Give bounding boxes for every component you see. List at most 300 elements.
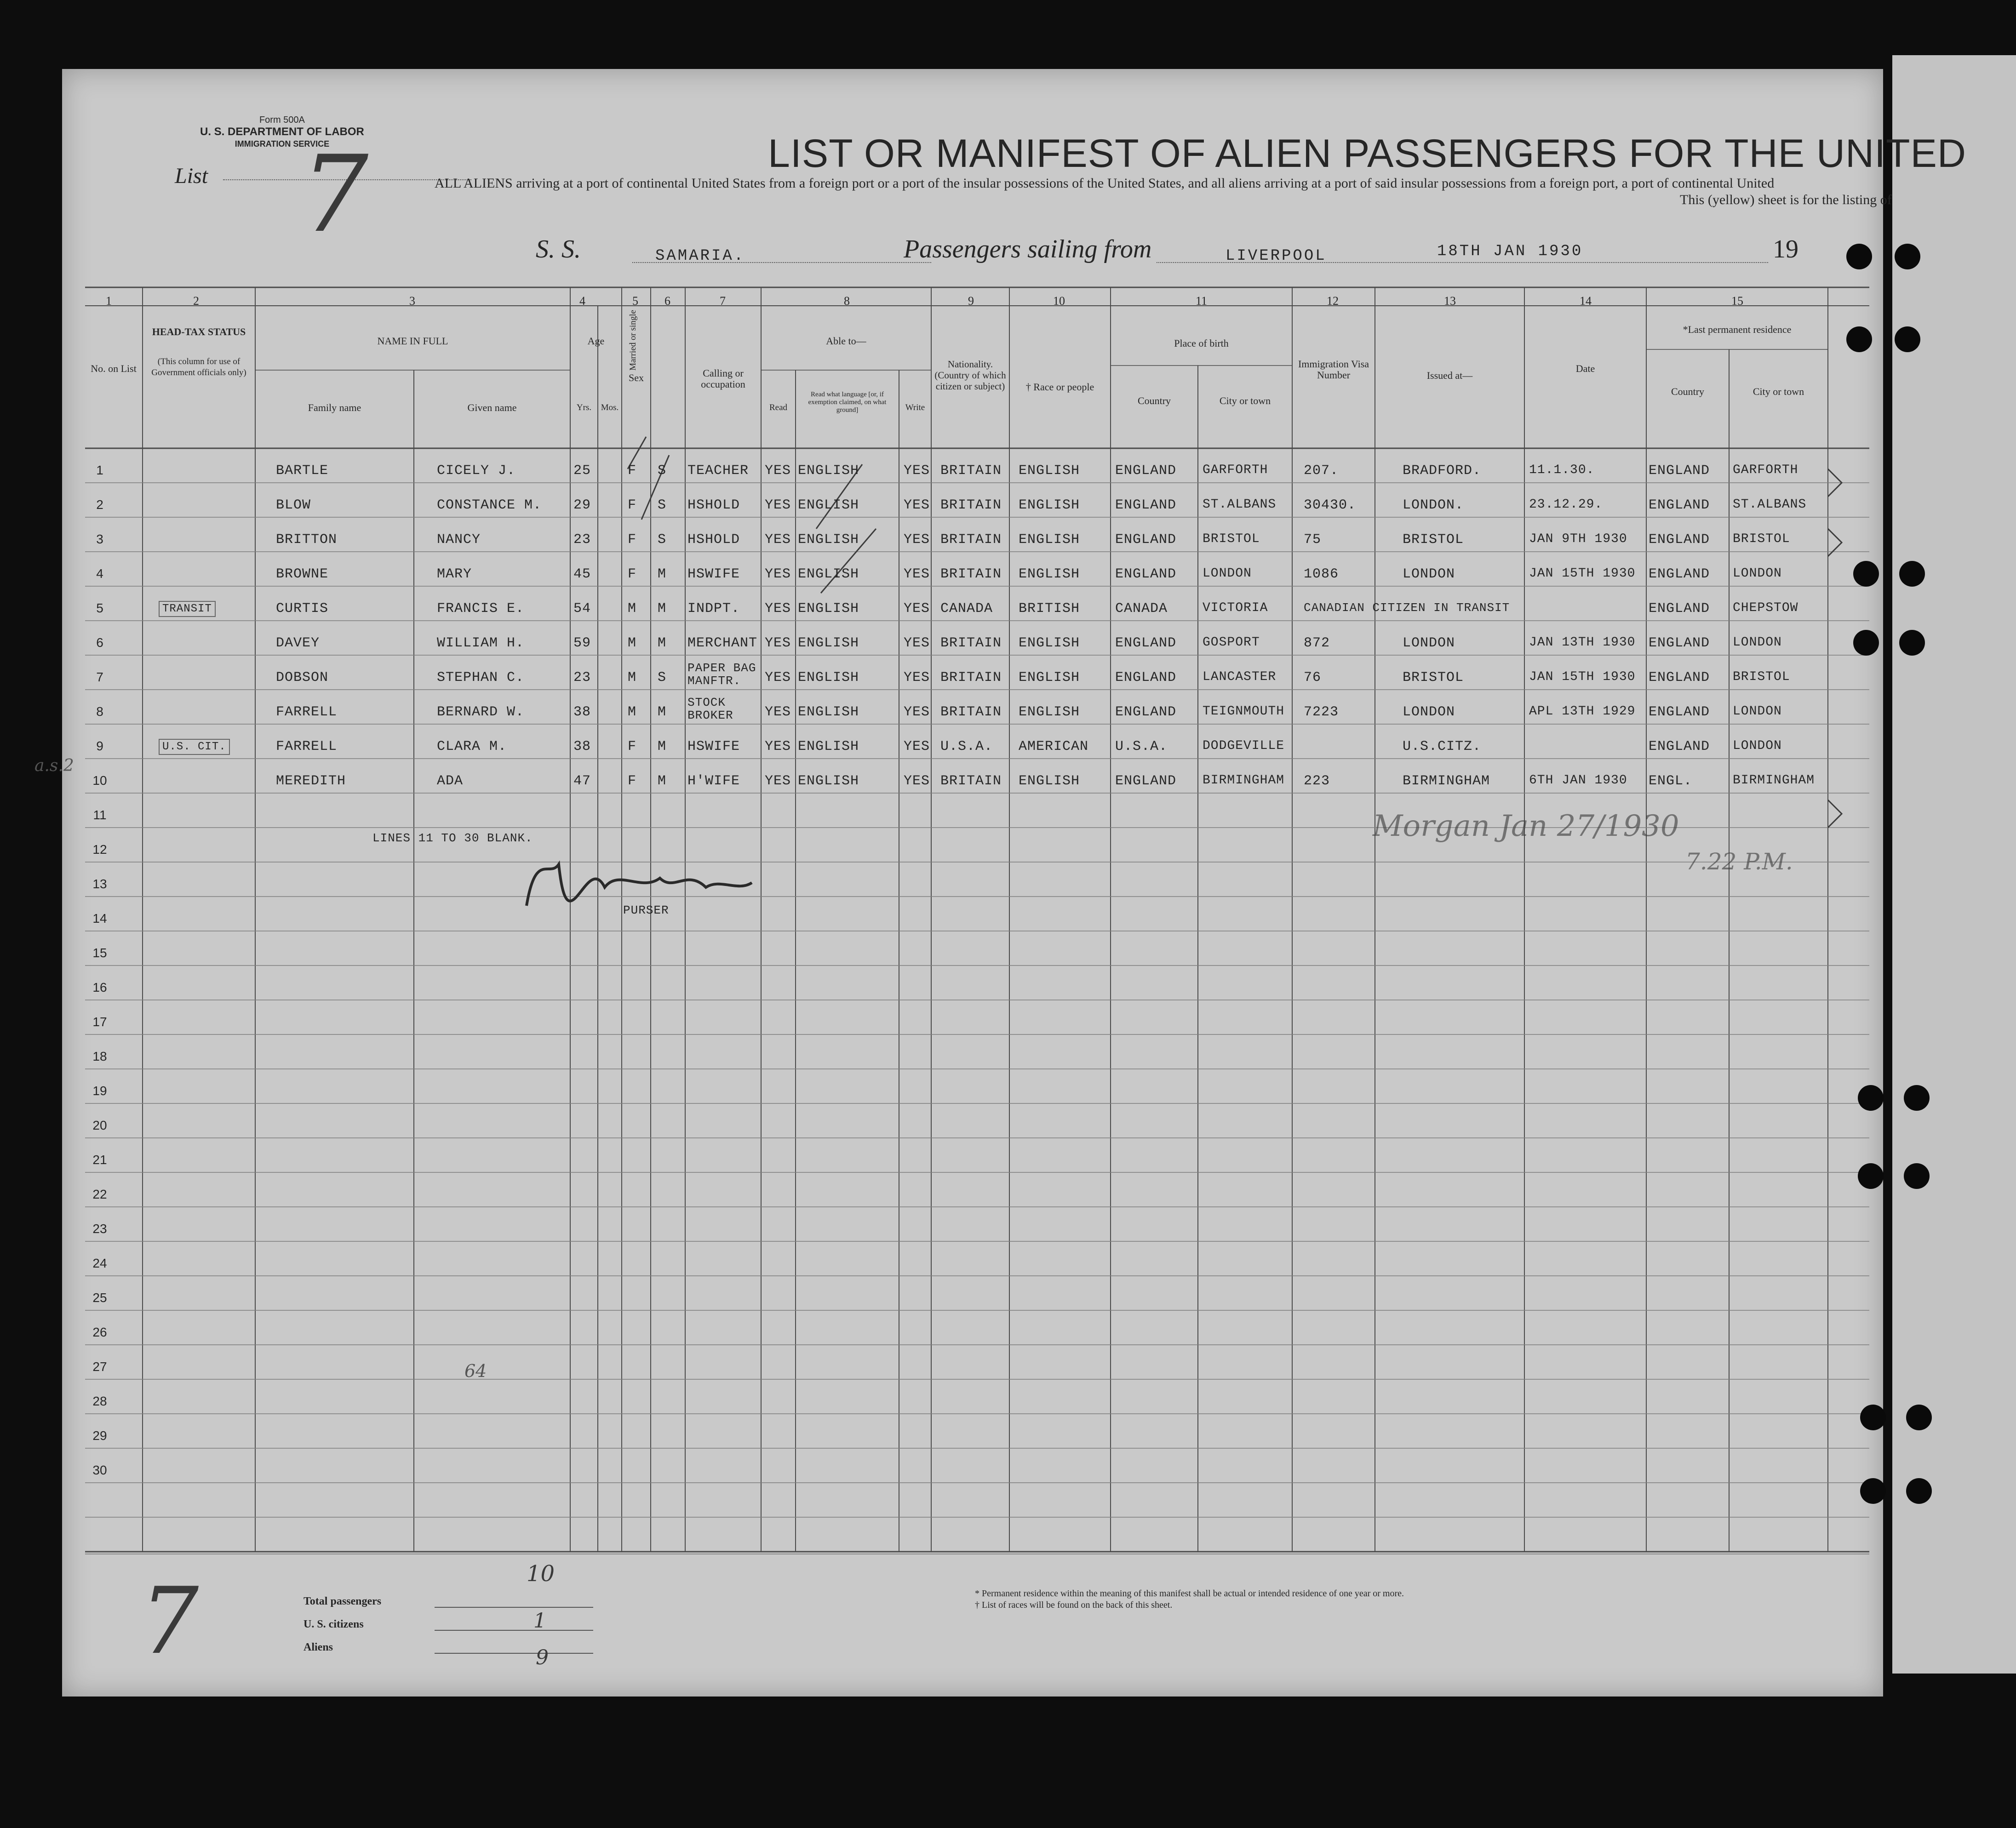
cell-given: NANCY bbox=[437, 532, 481, 548]
cell-age: 25 bbox=[573, 463, 591, 479]
cell-race: ENGLISH bbox=[1019, 773, 1080, 789]
header-age-mos: Mos. bbox=[601, 403, 619, 412]
cell-read: YES bbox=[765, 497, 791, 513]
punch-hole bbox=[1846, 244, 1872, 269]
footnote-residence: * Permanent residence within the meaning of this manifest shall be actual or intended residence of one year or more. bbox=[975, 1588, 1404, 1599]
cell-res-country: ENGLAND bbox=[1649, 739, 1710, 754]
header-read-language: Read what language [or, if exemption claimed, on what ground] bbox=[808, 391, 887, 414]
col-num-11: 11 bbox=[1196, 294, 1208, 308]
cell-nationality: BRITAIN bbox=[940, 704, 1002, 720]
row-number: 26 bbox=[92, 1325, 107, 1339]
cell-family: DAVEY bbox=[276, 635, 320, 651]
row-number: 17 bbox=[92, 1015, 107, 1029]
cell-family: BARTLE bbox=[276, 463, 329, 479]
cell-language: ENGLISH bbox=[798, 532, 859, 548]
cell-write: YES bbox=[904, 566, 930, 582]
cell-res-city: BRISTOL bbox=[1733, 532, 1790, 546]
cell-visa: 76 bbox=[1304, 670, 1322, 686]
sailing-label: Passengers sailing from bbox=[904, 235, 1152, 263]
cell-family: BRITTON bbox=[276, 532, 338, 548]
punch-hole bbox=[1895, 326, 1920, 352]
cell-write: YES bbox=[904, 670, 930, 686]
cell-visa-date: JAN 13TH 1930 bbox=[1529, 635, 1636, 650]
row-number: 25 bbox=[92, 1291, 107, 1305]
cell-read: YES bbox=[765, 635, 791, 651]
cell-res-city: GARFORTH bbox=[1733, 463, 1798, 477]
list-number: 7 bbox=[301, 133, 369, 256]
row-number: 30 bbox=[92, 1463, 107, 1477]
row-number: 21 bbox=[92, 1153, 107, 1167]
cell-given: STEPHAN C. bbox=[437, 670, 525, 686]
header-calling: Calling or occupation bbox=[701, 367, 745, 390]
cell-no: 2 bbox=[96, 497, 103, 512]
row-number: 23 bbox=[92, 1222, 107, 1236]
header-family-name: Family name bbox=[308, 402, 361, 413]
header-race: † Race or people bbox=[1025, 381, 1094, 393]
departure-date: 18TH JAN 1930 bbox=[1437, 243, 1583, 260]
row-number: 29 bbox=[92, 1428, 107, 1443]
punch-hole bbox=[1858, 1163, 1884, 1189]
cell-occupation: TEACHER bbox=[687, 463, 749, 479]
col-num-9: 9 bbox=[968, 294, 974, 308]
header-able-to: Able to— bbox=[826, 335, 866, 347]
cell-race: ENGLISH bbox=[1019, 670, 1080, 686]
cell-birth-country: ENGLAND bbox=[1115, 635, 1177, 651]
cell-visa: 75 bbox=[1304, 532, 1322, 548]
col-num-5: 5 bbox=[632, 294, 638, 308]
cell-age: 38 bbox=[573, 704, 591, 720]
cell-marital: M bbox=[658, 704, 667, 720]
cell-read: YES bbox=[765, 704, 791, 720]
col-num-13: 13 bbox=[1444, 294, 1456, 308]
punch-hole bbox=[1853, 561, 1879, 587]
cell-write: YES bbox=[904, 463, 930, 479]
punch-hole bbox=[1858, 1085, 1884, 1111]
cell-marital: M bbox=[658, 635, 667, 651]
header-sex: Sex bbox=[629, 372, 644, 383]
cell-res-city: LONDON bbox=[1733, 566, 1782, 581]
punch-hole bbox=[1860, 1478, 1886, 1504]
cell-family: BROWNE bbox=[276, 566, 329, 582]
header-age-yrs: Yrs. bbox=[576, 403, 592, 412]
header-birth-country: Country bbox=[1137, 395, 1171, 406]
cell-birth-country: ENGLAND bbox=[1115, 566, 1177, 582]
punch-hole bbox=[1904, 1085, 1930, 1111]
header-given-name: Given name bbox=[467, 402, 517, 413]
cell-marital: M bbox=[658, 601, 667, 617]
citizens-line bbox=[435, 1630, 593, 1631]
cell-occupation: HSWIFE bbox=[687, 566, 740, 582]
total-passengers-label: Total passengers bbox=[304, 1595, 382, 1607]
col-num-14: 14 bbox=[1580, 294, 1592, 308]
cell-age: 29 bbox=[573, 497, 591, 513]
cell-birth-city: ST.ALBANS bbox=[1203, 497, 1277, 512]
cell-birth-country: ENGLAND bbox=[1115, 463, 1177, 479]
header-place-of-birth: Place of birth bbox=[1174, 337, 1229, 349]
cell-birth-city: DODGEVILLE bbox=[1203, 739, 1285, 753]
cell-issued: U.S.CITZ. bbox=[1403, 739, 1482, 754]
department-name: U. S. DEPARTMENT OF LABOR bbox=[200, 126, 364, 138]
cell-language: ENGLISH bbox=[798, 566, 859, 582]
cell-no: 5 bbox=[96, 601, 103, 615]
header-visa-number: Immigration Visa Number bbox=[1298, 358, 1369, 381]
cell-issued: LONDON bbox=[1403, 635, 1455, 651]
cell-marital: S bbox=[658, 463, 667, 479]
cell-sex: M bbox=[628, 704, 637, 720]
cell-language: ENGLISH bbox=[798, 463, 859, 479]
cell-race: ENGLISH bbox=[1019, 704, 1080, 720]
cell-res-city: BRISTOL bbox=[1733, 670, 1790, 684]
header-res-city: City or town bbox=[1753, 386, 1804, 397]
page-title: LIST OR MANIFEST OF ALIEN PASSENGERS FOR THE UNITED bbox=[768, 131, 1967, 176]
header-read: Read bbox=[769, 403, 788, 412]
cell-read: YES bbox=[765, 463, 791, 479]
cell-sex: M bbox=[628, 670, 637, 686]
col-num-6: 6 bbox=[664, 294, 670, 308]
header-nationality: Nationality. (Country of which citizen or subject) bbox=[934, 359, 1006, 392]
col-num-7: 7 bbox=[720, 294, 726, 308]
cell-birth-country: ENGLAND bbox=[1115, 532, 1177, 548]
row-number: 16 bbox=[92, 980, 107, 994]
cell-language: ENGLISH bbox=[798, 704, 859, 720]
cell-res-country: ENGLAND bbox=[1649, 566, 1710, 582]
header-name-in-full: NAME IN FULL bbox=[377, 335, 448, 347]
cell-res-city: BIRMINGHAM bbox=[1733, 773, 1815, 788]
cell-race: ENGLISH bbox=[1019, 635, 1080, 651]
cell-nationality: BRITAIN bbox=[940, 566, 1002, 582]
cell-visa: 30430. bbox=[1304, 497, 1357, 513]
cell-given: CICELY J. bbox=[437, 463, 516, 479]
cell-visa-date: 6TH JAN 1930 bbox=[1529, 773, 1627, 788]
cell-issued: LONDON. bbox=[1403, 497, 1464, 513]
cell-visa: 1086 bbox=[1304, 566, 1339, 582]
cell-language: ENGLISH bbox=[798, 601, 859, 617]
cell-read: YES bbox=[765, 670, 791, 686]
cell-language: ENGLISH bbox=[798, 739, 859, 754]
cell-birth-city: BRISTOL bbox=[1203, 532, 1260, 546]
cell-res-country: ENGLAND bbox=[1649, 635, 1710, 651]
cell-occupation: HSHOLD bbox=[687, 497, 740, 513]
punch-hole bbox=[1904, 1163, 1930, 1189]
cell-res-city: ST.ALBANS bbox=[1733, 497, 1807, 512]
footnote-races: † List of races will be found on the back of this sheet. bbox=[975, 1600, 1173, 1610]
row-number: 20 bbox=[92, 1118, 107, 1132]
cell-no: 7 bbox=[96, 670, 103, 684]
header-visa-date: Date bbox=[1575, 363, 1595, 374]
cell-read: YES bbox=[765, 566, 791, 582]
row-number: 27 bbox=[92, 1360, 107, 1374]
cell-language: ENGLISH bbox=[798, 670, 859, 686]
punch-hole bbox=[1906, 1405, 1932, 1430]
cell-race: ENGLISH bbox=[1019, 497, 1080, 513]
cell-nationality: CANADA bbox=[940, 601, 993, 617]
cell-no: 6 bbox=[96, 635, 103, 650]
cell-birth-city: LONDON bbox=[1203, 566, 1252, 581]
cell-issued: LONDON bbox=[1403, 566, 1455, 582]
cell-family: MEREDITH bbox=[276, 773, 346, 789]
row-number: 22 bbox=[92, 1187, 107, 1201]
header-last-residence: *Last permanent residence bbox=[1683, 324, 1792, 335]
row-number: 18 bbox=[92, 1049, 107, 1063]
header-birth-city: City or town bbox=[1219, 395, 1271, 406]
cell-visa: 7223 bbox=[1304, 704, 1339, 720]
col-num-3: 3 bbox=[409, 294, 415, 308]
cell-visa-date: JAN 15TH 1930 bbox=[1529, 566, 1636, 581]
cell-marital: M bbox=[658, 566, 667, 582]
cell-visa-date: APL 13TH 1929 bbox=[1529, 704, 1636, 719]
cell-family: DOBSON bbox=[276, 670, 329, 686]
cell-given: WILLIAM H. bbox=[437, 635, 525, 651]
punch-hole bbox=[1860, 1405, 1886, 1430]
row-number: 19 bbox=[92, 1084, 107, 1098]
cell-occupation: MERCHANT bbox=[687, 635, 758, 651]
cell-marital: M bbox=[658, 773, 667, 789]
cell-no: 4 bbox=[96, 566, 103, 581]
cell-given: CLARA M. bbox=[437, 739, 507, 754]
punch-hole bbox=[1846, 326, 1872, 352]
cell-family: FARRELL bbox=[276, 739, 338, 754]
cell-res-country: ENGLAND bbox=[1649, 670, 1710, 686]
cell-language: ENGLISH bbox=[798, 497, 859, 513]
cell-issued: BRISTOL bbox=[1403, 532, 1464, 548]
cell-occupation: HSWIFE bbox=[687, 739, 740, 754]
cell-no: 8 bbox=[96, 704, 103, 719]
row-number: 28 bbox=[92, 1394, 107, 1408]
cell-visa: CANADIAN CITIZEN IN TRANSIT bbox=[1304, 601, 1510, 615]
lines-blank-note: LINES 11 TO 30 BLANK. bbox=[372, 831, 533, 845]
cell-marital: M bbox=[658, 739, 667, 754]
cell-marital: S bbox=[658, 497, 667, 513]
cell-race: AMERICAN bbox=[1019, 739, 1089, 754]
cell-res-country: ENGLAND bbox=[1649, 704, 1710, 720]
form-number: Form 500A bbox=[259, 115, 305, 125]
cell-res-country: ENGLAND bbox=[1649, 497, 1710, 513]
cell-given: FRANCIS E. bbox=[437, 601, 525, 617]
col-num-2: 2 bbox=[193, 294, 199, 308]
cell-no: 1 bbox=[96, 463, 103, 477]
cell-birth-country: U.S.A. bbox=[1115, 739, 1168, 754]
cell-sex: M bbox=[628, 601, 637, 617]
cell-sex: F bbox=[628, 773, 637, 789]
table-grid bbox=[62, 69, 1883, 1697]
cell-birth-country: ENGLAND bbox=[1115, 773, 1177, 789]
cell-nationality: BRITAIN bbox=[940, 773, 1002, 789]
aliens-line bbox=[435, 1653, 593, 1654]
cell-sex: F bbox=[628, 463, 637, 479]
aliens-label: Aliens bbox=[304, 1641, 333, 1653]
cell-issued: BIRMINGHAM bbox=[1403, 773, 1490, 789]
cell-visa: 223 bbox=[1304, 773, 1330, 789]
departure-port: LIVERPOOL bbox=[1226, 247, 1327, 265]
cell-family: CURTIS bbox=[276, 601, 329, 617]
row-number: 15 bbox=[92, 946, 107, 960]
cell-read: YES bbox=[765, 532, 791, 548]
us-citizens-label: U. S. citizens bbox=[304, 1618, 364, 1630]
cell-age: 47 bbox=[573, 773, 591, 789]
header-no-on-list: No. on List bbox=[91, 363, 137, 374]
cell-write: YES bbox=[904, 773, 930, 789]
cell-write: YES bbox=[904, 601, 930, 617]
cell-race: ENGLISH bbox=[1019, 463, 1080, 479]
ship-name: SAMARIA. bbox=[655, 247, 745, 265]
header-married: Married or single bbox=[628, 310, 638, 371]
punch-hole bbox=[1899, 561, 1925, 587]
cell-visa-date: 11.1.30. bbox=[1529, 463, 1595, 477]
cell-birth-city: GARFORTH bbox=[1203, 463, 1268, 477]
cell-nationality: U.S.A. bbox=[940, 739, 993, 754]
service-name: IMMIGRATION SERVICE bbox=[235, 139, 330, 149]
cell-age: 23 bbox=[573, 532, 591, 548]
cell-res-country: ENGLAND bbox=[1649, 532, 1710, 548]
cell-nationality: BRITAIN bbox=[940, 670, 1002, 686]
cell-age: 23 bbox=[573, 670, 591, 686]
cell-visa-date: 23.12.29. bbox=[1529, 497, 1603, 512]
adjacent-page bbox=[1892, 55, 2016, 1674]
cell-no: 3 bbox=[96, 532, 103, 546]
header-age: Age bbox=[587, 335, 605, 347]
us-citizens-count: 1 bbox=[533, 1609, 546, 1633]
cell-occupation: STOCK BROKER bbox=[687, 696, 733, 722]
list-label: List bbox=[175, 164, 208, 188]
cell-race: ENGLISH bbox=[1019, 566, 1080, 582]
cell-write: YES bbox=[904, 532, 930, 548]
cell-tax: TRANSIT bbox=[159, 601, 216, 617]
cell-no: 9 bbox=[96, 739, 103, 753]
cell-read: YES bbox=[765, 773, 791, 789]
cell-nationality: BRITAIN bbox=[940, 532, 1002, 548]
row-number: 13 bbox=[92, 877, 107, 891]
header-head-tax-note: (This column for use of Government officials only) bbox=[151, 357, 246, 377]
cell-given: MARY bbox=[437, 566, 472, 582]
subtitle-line-2: This (yellow) sheet is for the listing of bbox=[1680, 192, 1892, 207]
row-number: 14 bbox=[92, 911, 107, 925]
inspector-time: 7.22 P.M. bbox=[1685, 848, 1793, 875]
cell-age: 54 bbox=[573, 601, 591, 617]
cell-occupation: PAPER BAG MANFTR. bbox=[687, 661, 756, 688]
cell-visa-date: JAN 9TH 1930 bbox=[1529, 532, 1627, 546]
cell-birth-country: ENGLAND bbox=[1115, 704, 1177, 720]
row-number: 12 bbox=[92, 842, 107, 857]
cell-sex: F bbox=[628, 532, 637, 548]
cell-birth-city: VICTORIA bbox=[1203, 601, 1268, 615]
cell-res-country: ENGLAND bbox=[1649, 463, 1710, 479]
margin-code: a.s.2 bbox=[34, 756, 74, 775]
header-res-country: Country bbox=[1671, 386, 1705, 397]
col-num-4: 4 bbox=[579, 294, 585, 308]
cell-write: YES bbox=[904, 497, 930, 513]
footer-list-number: 7 bbox=[140, 1568, 199, 1675]
header-issued-at: Issued at— bbox=[1426, 370, 1473, 381]
cell-age: 59 bbox=[573, 635, 591, 651]
cell-sex: M bbox=[628, 635, 637, 651]
cell-nationality: BRITAIN bbox=[940, 635, 1002, 651]
cell-given: CONSTANCE M. bbox=[437, 497, 542, 513]
cell-birth-city: LANCASTER bbox=[1203, 670, 1277, 684]
cell-birth-city: BIRMINGHAM bbox=[1203, 773, 1285, 788]
cell-age: 45 bbox=[573, 566, 591, 582]
cell-occupation: INDPT. bbox=[687, 601, 740, 617]
cell-birth-city: TEIGNMOUTH bbox=[1203, 704, 1285, 719]
cell-read: YES bbox=[765, 739, 791, 754]
col-num-1: 1 bbox=[106, 294, 112, 308]
punch-hole bbox=[1899, 630, 1925, 656]
cell-issued: BRADFORD. bbox=[1403, 463, 1482, 479]
cell-occupation: HSHOLD bbox=[687, 532, 740, 548]
cell-visa: 207. bbox=[1304, 463, 1339, 479]
punch-hole bbox=[1906, 1478, 1932, 1504]
total-line bbox=[435, 1607, 593, 1608]
manifest-sheet bbox=[34, 69, 1967, 1697]
cell-res-country: ENGL. bbox=[1649, 773, 1693, 789]
cell-tax: U.S. CIT. bbox=[159, 739, 230, 755]
cell-issued: LONDON bbox=[1403, 704, 1455, 720]
cell-res-city: LONDON bbox=[1733, 635, 1782, 650]
cell-birth-country: ENGLAND bbox=[1115, 670, 1177, 686]
cell-given: ADA bbox=[437, 773, 464, 789]
cell-family: FARRELL bbox=[276, 704, 338, 720]
cell-nationality: BRITAIN bbox=[940, 497, 1002, 513]
cell-nationality: BRITAIN bbox=[940, 463, 1002, 479]
cell-res-city: LONDON bbox=[1733, 704, 1782, 719]
cell-age: 38 bbox=[573, 739, 591, 754]
ss-label: S. S. bbox=[536, 235, 581, 263]
cell-visa: 872 bbox=[1304, 635, 1330, 651]
cell-res-city: LONDON bbox=[1733, 739, 1782, 753]
col-num-12: 12 bbox=[1327, 294, 1339, 308]
cell-res-country: ENGLAND bbox=[1649, 601, 1710, 617]
cell-issued: BRISTOL bbox=[1403, 670, 1464, 686]
purser-label: PURSER bbox=[623, 903, 669, 917]
cell-write: YES bbox=[904, 635, 930, 651]
cell-race: ENGLISH bbox=[1019, 532, 1080, 548]
col-num-8: 8 bbox=[844, 294, 850, 308]
cell-res-city: CHEPSTOW bbox=[1733, 601, 1798, 615]
punch-hole bbox=[1895, 244, 1920, 269]
row-number: 11 bbox=[93, 808, 107, 822]
cell-birth-city: GOSPORT bbox=[1203, 635, 1260, 650]
cell-given: BERNARD W. bbox=[437, 704, 525, 720]
header-head-tax: HEAD-TAX STATUS bbox=[152, 326, 246, 337]
punch-hole bbox=[1853, 630, 1879, 656]
year-label: 19 bbox=[1773, 235, 1798, 263]
cell-marital: S bbox=[658, 670, 667, 686]
col-num-15: 15 bbox=[1731, 294, 1743, 308]
inspector-note: Morgan Jan 27/1930 bbox=[1373, 809, 1679, 843]
cell-read: YES bbox=[765, 601, 791, 617]
cell-birth-country: CANADA bbox=[1115, 601, 1168, 617]
cell-occupation: H'WIFE bbox=[687, 773, 740, 789]
subtitle-line-1: ALL ALIENS arriving at a port of continental United States from a foreign port or a port of the insular possessions of the United States, and all aliens arriving at a port of said insular possessions from a foreign port, a port of continental United bbox=[435, 176, 1775, 191]
cell-language: ENGLISH bbox=[798, 773, 859, 789]
cell-no: 10 bbox=[92, 773, 107, 788]
cell-race: BRITISH bbox=[1019, 601, 1080, 617]
row-number: 24 bbox=[92, 1256, 107, 1270]
cell-sex: F bbox=[628, 739, 637, 754]
cell-language: ENGLISH bbox=[798, 635, 859, 651]
cell-write: YES bbox=[904, 704, 930, 720]
col-num-10: 10 bbox=[1053, 294, 1065, 308]
page-mark: 64 bbox=[464, 1361, 487, 1381]
cell-birth-country: ENGLAND bbox=[1115, 497, 1177, 513]
cell-sex: F bbox=[628, 566, 637, 582]
header-write: Write bbox=[905, 403, 925, 412]
cell-family: BLOW bbox=[276, 497, 311, 513]
cell-sex: F bbox=[628, 497, 637, 513]
cell-marital: S bbox=[658, 532, 667, 548]
cell-visa-date: JAN 15TH 1930 bbox=[1529, 670, 1636, 684]
aliens-count: 9 bbox=[536, 1646, 549, 1669]
total-passengers-count: 10 bbox=[527, 1561, 555, 1587]
